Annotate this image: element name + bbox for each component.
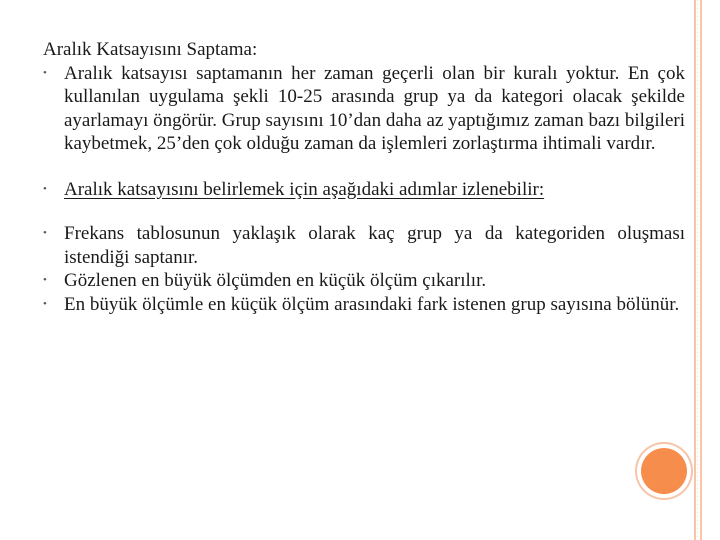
- list-item: [40, 62, 685, 156]
- decorative-dotted-line: [697, 0, 698, 540]
- list-item: [40, 178, 685, 202]
- slide-heading: Aralık Katsayısını Saptama:: [43, 39, 258, 60]
- bullet-icon: •: [43, 297, 47, 310]
- bullet-icon: •: [43, 66, 47, 79]
- bullet-icon: •: [43, 274, 47, 286]
- bullet-icon: •: [43, 227, 47, 239]
- decorative-border-line: [700, 0, 702, 540]
- bullet-text: Gözlenen en büyük ölçümden en küçük ölçüm çıkarılır.: [64, 270, 487, 291]
- decorative-border-line: [694, 0, 696, 540]
- bullet-text: Frekans tablosunun yaklaşık olarak kaç grup ya da kategoriden oluşması istendiği saptanır.: [64, 223, 685, 268]
- bullet-text-underlined: Aralık katsayısını belirlemek için aşağıdaki adımlar izlenebilir:: [64, 178, 545, 200]
- decorative-circle-icon: [641, 448, 687, 494]
- bullet-text: Aralık katsayısı saptamanın her zaman geçerli olan bir kuralı yoktur. En çok kullanılan uygulama şekli 10-25 arasında grup ya da kategori olacak şekilde ayarlamayı öngörür. Grup sayısını 10’dan daha az yaptığımız zaman bazı bilgileri kaybetmek, 25’den çok olduğu zaman da işlemleri zorlaştırma ihtimali vardır.: [64, 62, 685, 154]
- list-item: [40, 222, 685, 269]
- bullet-text: En büyük ölçümle en küçük ölçüm arasındaki fark istenen grup sayısına bölünür.: [64, 293, 680, 315]
- list-item: [40, 293, 685, 317]
- slide-content: [40, 38, 685, 316]
- bullet-icon: •: [43, 182, 47, 195]
- list-item: [40, 269, 685, 293]
